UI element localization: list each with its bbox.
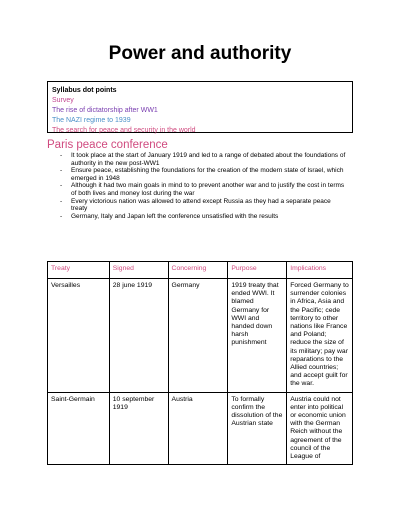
- table-cell: Austria: [168, 392, 228, 465]
- treaty-table: [47, 261, 353, 465]
- table-cell: 10 september 1919: [109, 392, 168, 465]
- table-cell: To formally confirm the dissolution of the Austrian state: [228, 392, 287, 465]
- column-header: Treaty: [48, 262, 110, 279]
- table-cell: 1919 treaty that ended WWI. It blamed Germany for WWI and handed down harsh punishment: [228, 279, 287, 393]
- column-header: Implications: [287, 262, 353, 279]
- syllabus-point: The NAZI regime to 1939: [52, 117, 131, 124]
- table-cell: Versailles: [48, 279, 110, 393]
- column-header: Concerning: [168, 262, 228, 279]
- bullet-item: - It took place at the start of January 1919 and led to a range of debated about the foundations of authority in the new post-WW1: [47, 152, 347, 167]
- column-header: Signed: [109, 262, 168, 279]
- table-header-row: [48, 262, 353, 279]
- syllabus-point: The search for peace and security in the world: [52, 127, 196, 134]
- syllabus-point: Survey: [52, 97, 74, 104]
- column-header: Purpose: [228, 262, 287, 279]
- page-title: Power and authority: [108, 43, 292, 64]
- bullet-item: - Germany, Italy and Japan left the conference unsatisfied with the results: [47, 213, 347, 221]
- table-cell: Austria could not enter into political or economic union with the German Reich without the agreement of the council of the League of: [287, 392, 353, 465]
- table-cell: Germany: [168, 279, 228, 393]
- table-row: [48, 279, 353, 393]
- table-cell: Saint-Germain: [48, 392, 110, 465]
- table-cell: 28 june 1919: [109, 279, 168, 393]
- bullet-item: - Although it had two main goals in mind to to prevent another war and to justify the cost in terms of both lives and money lost during the war: [47, 182, 347, 197]
- syllabus-point: The rise of dictatorship after WW1: [52, 107, 158, 114]
- bullet-item: - Every victorious nation was allowed to attend except Russia as they had a separate peace treaty: [47, 198, 347, 213]
- syllabus-heading: Syllabus dot points: [52, 87, 117, 94]
- table-row: [48, 392, 353, 465]
- table-cell: Forced Germany to surrender colonies in Africa, Asia and the Pacific; cede territory to other nations like France and Poland; reduce the size of its military; pay war reparations to the Allied countries; and accept guilt for the war.: [287, 279, 353, 393]
- syllabus-box: [47, 81, 353, 133]
- bullet-list: [47, 152, 347, 220]
- bullet-item: - Ensure peace, establishing the foundations for the creation of the modern state of Israel, which emerged in 1948: [47, 167, 347, 182]
- section-heading: Paris peace conference: [47, 139, 168, 151]
